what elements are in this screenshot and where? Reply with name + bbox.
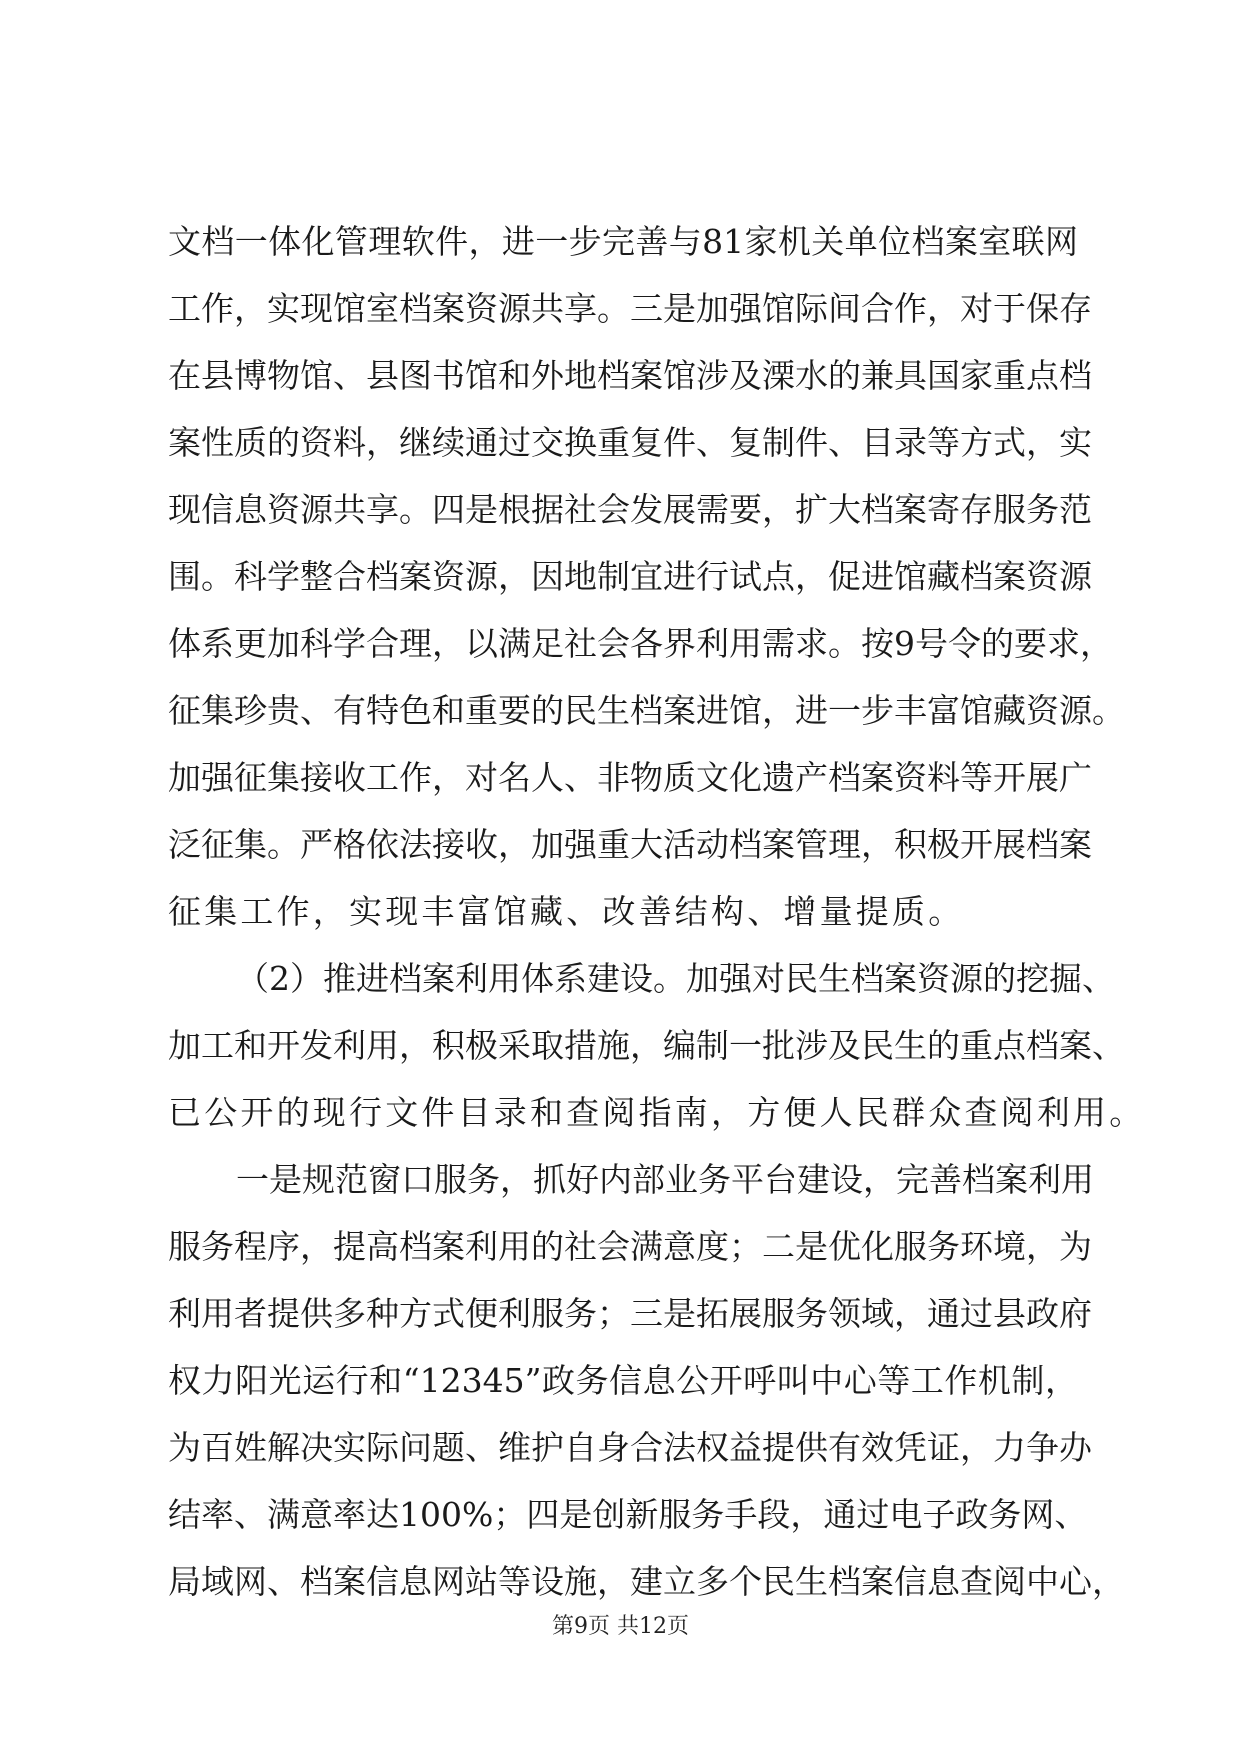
body-text-line: 利用者提供多种方式便利服务；三是拓展服务领域，通过县政府	[168, 1294, 1092, 1333]
body-text-line: 泛征集。严格依法接收，加强重大活动档案管理，积极开展档案	[168, 825, 1092, 864]
body-text-line: 为百姓解决实际问题、维护自身合法权益提供有效凭证，力争办	[168, 1428, 1092, 1467]
body-text-line: 加工和开发利用，积极采取措施，编制一批涉及民生的重点档案、	[168, 1026, 1125, 1065]
body-text-line: 现信息资源共享。四是根据社会发展需要，扩大档案寄存服务范	[168, 490, 1092, 529]
body-text-line: 案性质的资料，继续通过交换重复件、复制件、目录等方式，实	[168, 423, 1092, 462]
body-text-line: 工作，实现馆室档案资源共享。三是加强馆际间合作，对于保存	[168, 289, 1092, 328]
body-text-line: 在县博物馆、县图书馆和外地档案馆涉及溧水的兼具国家重点档	[168, 356, 1092, 395]
page-number-footer: 第9页 共12页	[552, 1614, 689, 1639]
body-text-line: 围。科学整合档案资源，因地制宜进行试点，促进馆藏档案资源	[168, 557, 1092, 596]
body-text-line: 服务程序，提高档案利用的社会满意度；二是优化服务环境，为	[168, 1227, 1092, 1266]
paragraph-heading-line: （2）推进档案利用体系建设。加强对民生档案资源的挖掘、	[236, 959, 1115, 998]
body-text-line: 局域网、档案信息网站等设施，建立多个民生档案信息查阅中心，	[168, 1562, 1125, 1601]
body-text-line: 征集工作，实现丰富馆藏、改善结构、增量提质。	[168, 892, 965, 931]
body-text-line: 权力阳光运行和“12345”政务信息公开呼叫中心等工作机制，	[168, 1361, 1078, 1400]
paragraph-first-line: 一是规范窗口服务，抓好内部业务平台建设，完善档案利用	[236, 1160, 1094, 1199]
body-text-line: 文档一体化管理软件，进一步完善与81家机关单位档案室联网	[168, 222, 1078, 261]
body-text-line: 征集珍贵、有特色和重要的民生档案进馆，进一步丰富馆藏资源。	[168, 691, 1125, 730]
body-text-line: 体系更加科学合理，以满足社会各界利用需求。按9号令的要求，	[168, 624, 1113, 663]
body-text-line: 结率、满意率达100%；四是创新服务手段，通过电子政务网、	[168, 1495, 1088, 1534]
body-text-line: 加强征集接收工作，对名人、非物质文化遗产档案资料等开展广	[168, 758, 1092, 797]
body-text-line: 已公开的现行文件目录和查阅指南，方便人民群众查阅利用。	[168, 1093, 1146, 1132]
